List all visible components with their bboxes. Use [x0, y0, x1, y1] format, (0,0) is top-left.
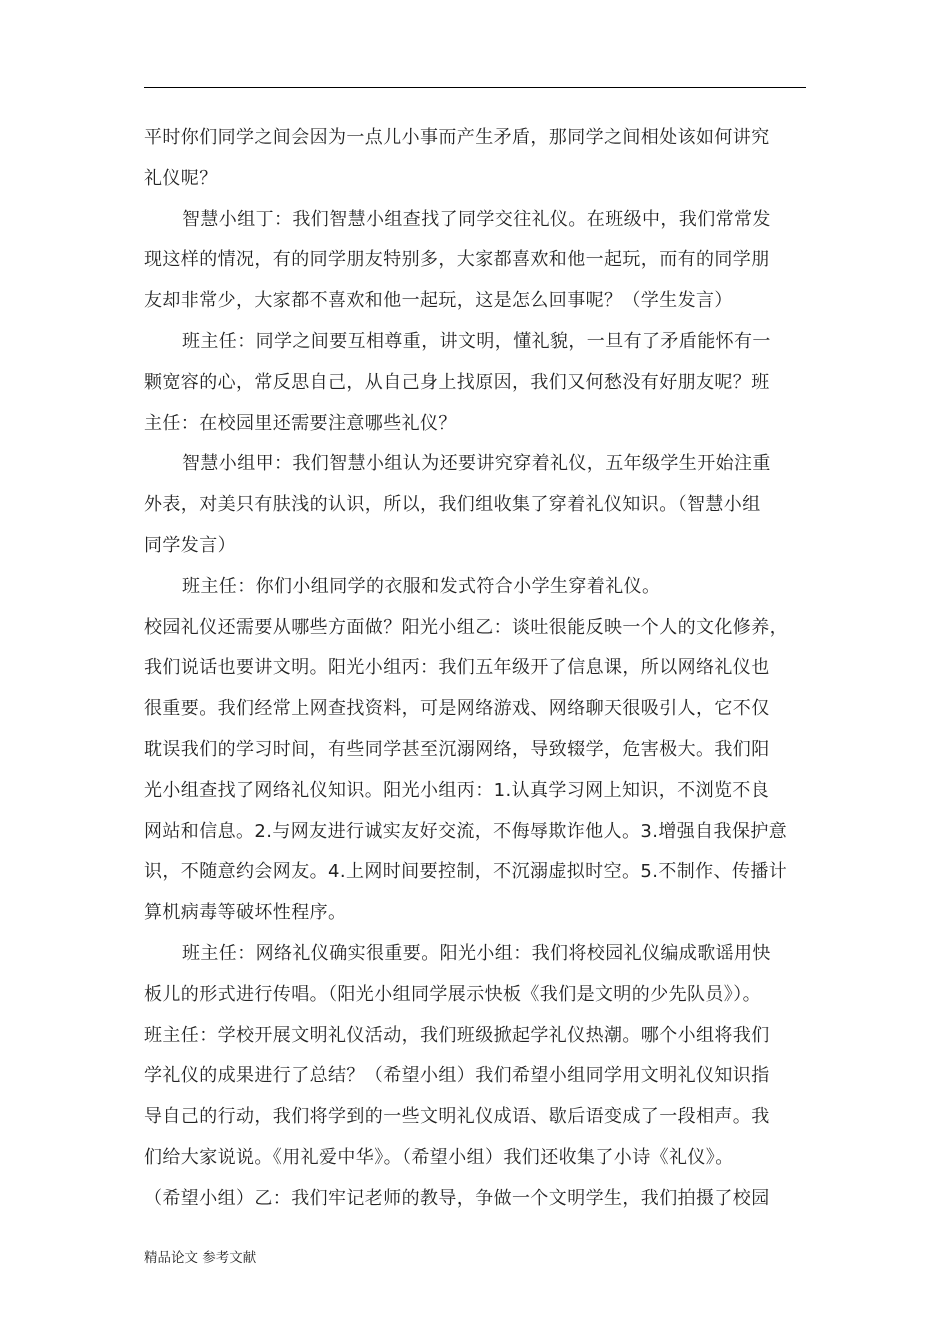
text-line: 很重要。我们经常上网查找资料，可是网络游戏、网络聊天很吸引人，它不仅 [144, 698, 770, 720]
document-body [144, 118, 806, 1220]
text-line: 学礼仪的成果进行了总结？（希望小组）我们希望小组同学用文明礼仪知识指 [144, 1065, 770, 1087]
text-line: 网站和信息。2.与网友进行诚实友好交流，不侮辱欺诈他人。3.增强自我保护意 [144, 820, 788, 842]
text-line: 智慧小组丁：我们智慧小组查找了同学交往礼仪。在班级中，我们常常发 [182, 208, 771, 230]
text-line: 光小组查找了网络礼仪知识。阳光小组丙：1.认真学习网上知识，不浏览不良 [144, 779, 770, 801]
text-line: 耽误我们的学习时间，有些同学甚至沉溺网络，导致辍学，危害极大。我们阳 [144, 738, 770, 760]
text-line: 我们说话也要讲文明。阳光小组丙：我们五年级开了信息课，所以网络礼仪也 [144, 657, 770, 679]
text-line: 同学发言） [144, 534, 236, 556]
text-line: 班主任：你们小组同学的衣服和发式符合小学生穿着礼仪。 [182, 575, 661, 597]
page-footer: 精品论文 参考文献 [144, 1250, 257, 1266]
text-line: 智慧小组甲：我们智慧小组认为还要讲究穿着礼仪，五年级学生开始注重 [182, 453, 771, 475]
text-line: 友却非常少，大家都不喜欢和他一起玩，这是怎么回事呢？（学生发言） [144, 290, 733, 312]
text-line: 校园礼仪还需要从哪些方面做？阳光小组乙：谈吐很能反映一个人的文化修养， [144, 616, 788, 638]
text-line: 们给大家说说。《用礼爱中华》。（希望小组）我们还收集了小诗《礼仪》。 [144, 1146, 734, 1168]
text-line: 班主任：同学之间要互相尊重，讲文明，懂礼貌，一旦有了矛盾能怀有一 [182, 330, 771, 352]
text-line: 班主任：学校开展文明礼仪活动，我们班级掀起学礼仪热潮。哪个小组将我们 [144, 1024, 770, 1046]
text-line: 外表，对美只有肤浅的认识，所以，我们组收集了穿着礼仪知识。（智慧小组 [144, 494, 761, 516]
text-line: 颗宽容的心，常反思自己，从自己身上找原因，我们又何愁没有好朋友呢？班 [144, 371, 770, 393]
text-line: 现这样的情况，有的同学朋友特别多，大家都喜欢和他一起玩，而有的同学朋 [144, 249, 770, 271]
text-line: 导自己的行动，我们将学到的一些文明礼仪成语、歇后语变成了一段相声。我 [144, 1106, 770, 1128]
text-line: 算机病毒等破坏性程序。 [144, 902, 347, 924]
text-line: 主任：在校园里还需要注意哪些礼仪？ [144, 412, 457, 434]
text-line: 识，不随意约会网友。4.上网时间要控制，不沉溺虚拟时空。5.不制作、传播计 [144, 861, 788, 883]
text-line: 班主任：网络礼仪确实很重要。阳光小组：我们将校园礼仪编成歌谣用快 [182, 942, 771, 964]
text-line: 礼仪呢？ [144, 167, 218, 189]
text-line: （希望小组）乙：我们牢记老师的教导，争做一个文明学生，我们拍摄了校园 [144, 1187, 770, 1209]
text-line: 平时你们同学之间会因为一点儿小事而产生矛盾，那同学之间相处该如何讲究 [144, 127, 770, 148]
text-line: 板儿的形式进行传唱。（阳光小组同学展示快板《我们是文明的少先队员》）。 [144, 983, 761, 1005]
header-rule [144, 87, 806, 88]
